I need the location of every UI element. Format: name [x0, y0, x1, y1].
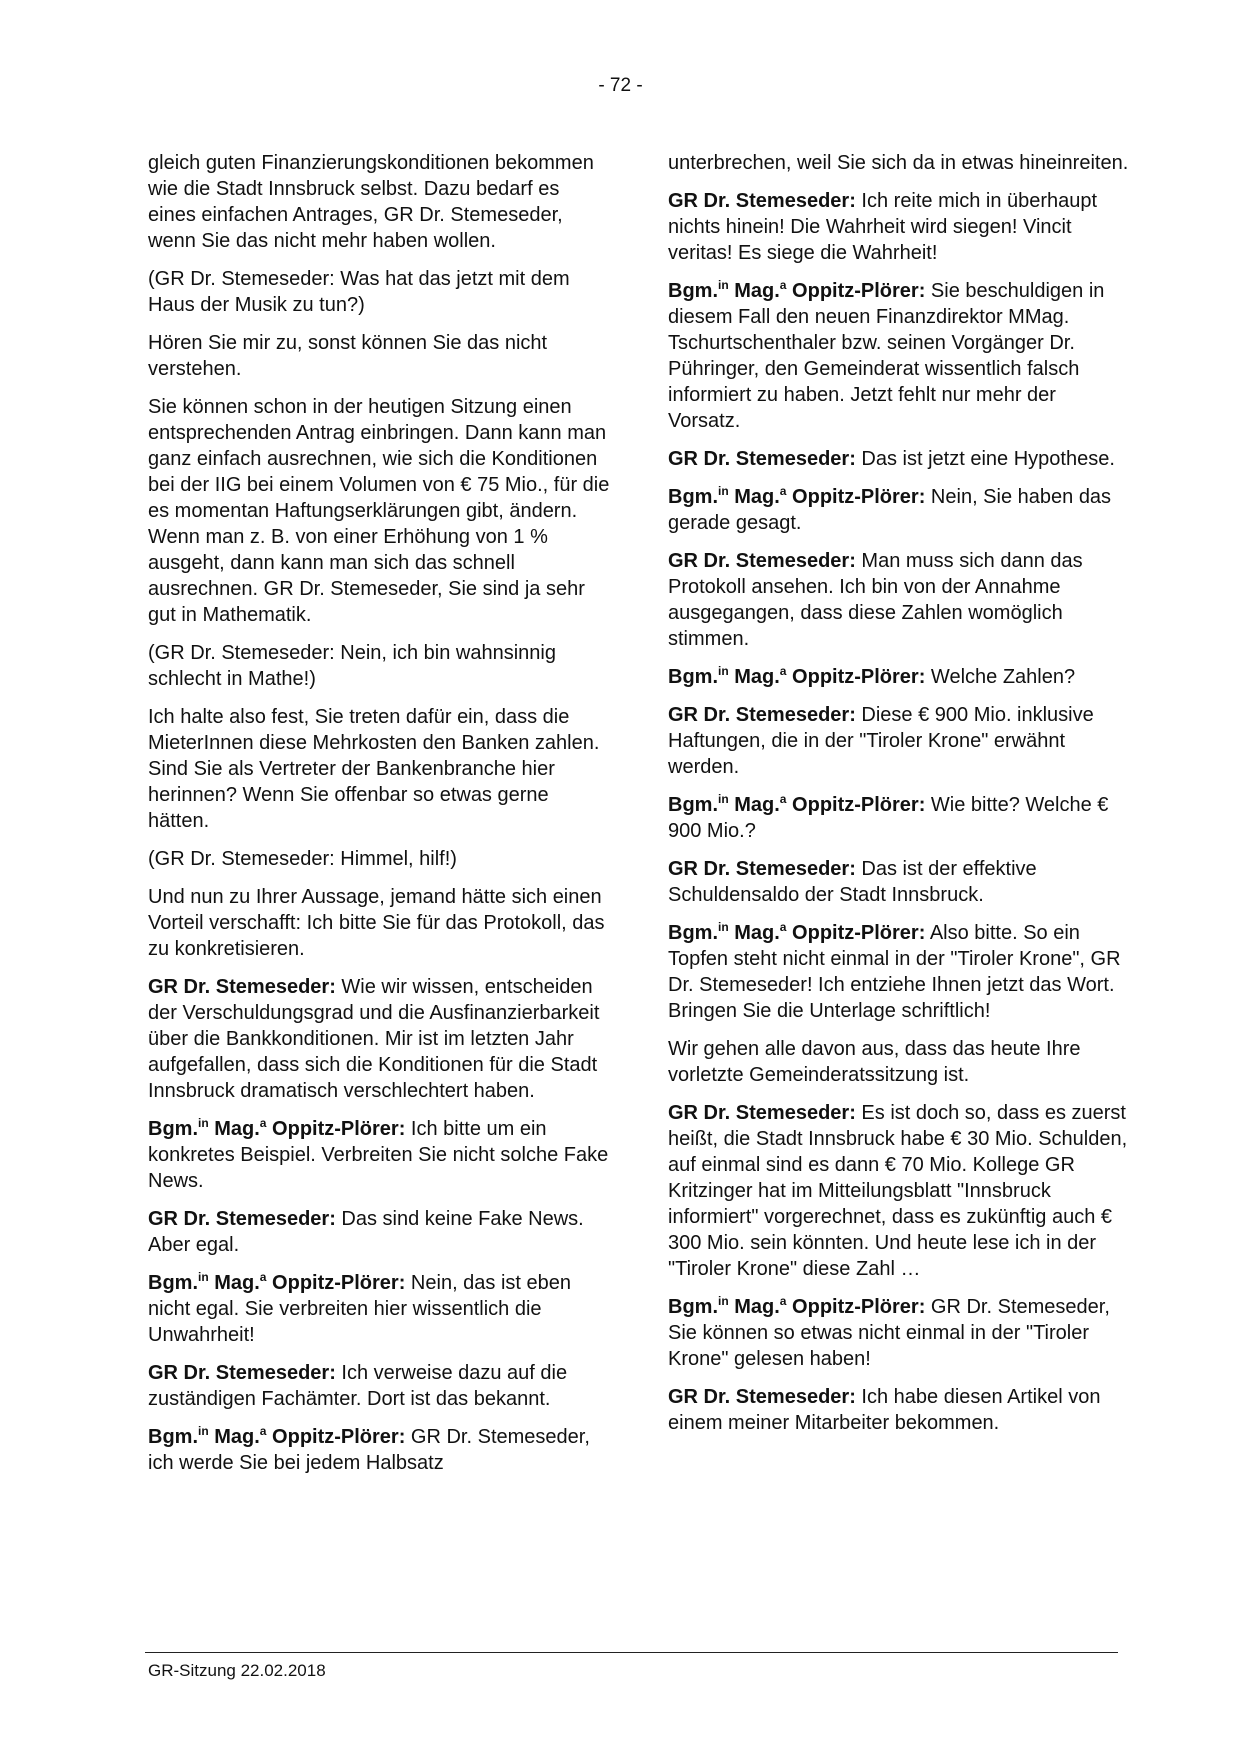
- speaker-title-part: Mag.: [208, 1426, 260, 1448]
- paragraph-text: Wie wir wissen, entscheiden der Verschuldungsgrad und die Ausfinanzierbarkeit über die Bankkonditionen. Mir ist im letzten Jahr aufgefallen, dass sich die Konditionen für die Stadt Innsbruck dramatisch verschlechtert haben.: [148, 976, 600, 1102]
- speaker-label-stemeseder: GR Dr. Stemeseder:: [668, 190, 856, 212]
- speaker-superscript: in: [718, 664, 729, 678]
- transcript-paragraph: [148, 150, 610, 254]
- paragraph-text: Das ist der effektive Schuldensaldo der Stadt Innsbruck.: [668, 858, 1037, 906]
- speaker-label-stemeseder: GR Dr. Stemeseder:: [668, 1386, 856, 1408]
- speaker-label-oppitz-ploerer: [148, 1272, 405, 1294]
- transcript-paragraph: [668, 1036, 1130, 1088]
- speaker-title-part: Bgm.: [148, 1118, 198, 1140]
- speaker-superscript: in: [718, 920, 729, 934]
- paragraph-text: gleich guten Finanzierungskonditionen bekommen wie die Stadt Innsbruck selbst. Dazu bedarf es eines einfachen Antrages, GR Dr. Stemeseder, wenn Sie das nicht mehr haben wollen.: [148, 152, 594, 252]
- speaker-label-stemeseder: GR Dr. Stemeseder:: [668, 550, 856, 572]
- speaker-superscript: a: [259, 1270, 267, 1284]
- transcript-paragraph: [668, 548, 1130, 652]
- speaker-superscript: a: [779, 664, 787, 678]
- paragraph-text: Man muss sich dann das Protokoll ansehen. Ich bin von der Annahme ausgegangen, dass diese Zahlen womöglich stimmen.: [668, 550, 1083, 650]
- paragraph-text: Diese € 900 Mio. inklusive Haftungen, die in der "Tiroler Krone" erwähnt werden.: [668, 704, 1094, 778]
- speaker-title-part: Bgm.: [668, 666, 718, 688]
- paragraph-text: Sie können schon in der heutigen Sitzung einen entsprechenden Antrag einbringen. Dann kann man ganz einfach ausrechnen, wie sich die Konditionen bei der IIG bei einem Volumen von € 75 Mio., für die es momentan Haftungserklärungen gibt, ändern. Wenn man z. B. von einer Erhöhung von 1 % ausgeht, dann kann man sich das schnell ausrechnen. GR Dr. Stemeseder, Sie sind ja sehr gut in Mathematik.: [148, 396, 610, 626]
- speaker-label-stemeseder: GR Dr. Stemeseder:: [148, 976, 336, 998]
- transcript-paragraph: [148, 704, 610, 834]
- speaker-superscript: a: [259, 1116, 267, 1130]
- speaker-name-part: Oppitz-Plörer:: [786, 486, 926, 508]
- speaker-title-part: Bgm.: [668, 486, 718, 508]
- speaker-label-stemeseder: GR Dr. Stemeseder:: [148, 1362, 336, 1384]
- paragraph-text: Ich bitte um ein konkretes Beispiel. Verbreiten Sie nicht solche Fake News.: [148, 1118, 609, 1192]
- paragraph-text: Und nun zu Ihrer Aussage, jemand hätte sich einen Vorteil verschafft: Ich bitte Sie für das Protokoll, das zu konkretisieren.: [148, 886, 605, 960]
- speaker-label-stemeseder: GR Dr. Stemeseder:: [668, 1102, 856, 1124]
- paragraph-text: Das ist jetzt eine Hypothese.: [855, 448, 1115, 470]
- speaker-superscript: in: [198, 1116, 209, 1130]
- speaker-name-part: Oppitz-Plörer:: [786, 922, 926, 944]
- transcript-paragraph: [668, 664, 1130, 690]
- speaker-name-part: Oppitz-Plörer:: [786, 1296, 926, 1318]
- transcript-paragraph: [668, 188, 1130, 266]
- speaker-superscript: in: [718, 484, 729, 498]
- speaker-label-oppitz-ploerer: [668, 794, 925, 816]
- speaker-title-part: Bgm.: [668, 280, 718, 302]
- speaker-name-part: Oppitz-Plörer:: [266, 1426, 406, 1448]
- transcript-paragraph: [668, 920, 1130, 1024]
- paragraph-text: (GR Dr. Stemeseder: Was hat das jetzt mit dem Haus der Musik zu tun?): [148, 268, 570, 316]
- transcript-paragraph: [148, 330, 610, 382]
- paragraph-text: Sie beschuldigen in diesem Fall den neuen Finanzdirektor MMag. Tschurtschenthaler bzw. seinen Vorgänger Dr. Pühringer, den Gemeinderat wissentlich falsch informiert zu haben. Jetzt fehlt nur mehr der Vorsatz.: [668, 280, 1105, 432]
- speaker-label-oppitz-ploerer: [668, 486, 925, 508]
- paragraph-text: Welche Zahlen?: [925, 666, 1076, 688]
- transcript-paragraph: [668, 856, 1130, 908]
- speaker-title-part: Mag.: [728, 1296, 780, 1318]
- paragraph-text: Ich reite mich in überhaupt nichts hinein! Die Wahrheit wird siegen! Vincit veritas! Es siege die Wahrheit!: [668, 190, 1098, 264]
- transcript-paragraph: [668, 484, 1130, 536]
- paragraph-text: Nein, Sie haben das gerade gesagt.: [668, 486, 1112, 534]
- transcript-paragraph: [148, 394, 610, 628]
- transcript-paragraph: [148, 266, 610, 318]
- speaker-superscript: a: [779, 484, 787, 498]
- speaker-title-part: Bgm.: [668, 922, 718, 944]
- paragraph-text: unterbrechen, weil Sie sich da in etwas hineinreiten.: [668, 152, 1129, 174]
- speaker-name-part: Oppitz-Plörer:: [266, 1272, 406, 1294]
- transcript-paragraph: [148, 640, 610, 692]
- transcript-paragraph: [148, 1116, 610, 1194]
- speaker-superscript: a: [779, 278, 787, 292]
- transcript-paragraph: [148, 1360, 610, 1412]
- page-number: - 72 -: [598, 75, 643, 96]
- speaker-title-part: Bgm.: [668, 1296, 718, 1318]
- speaker-title-part: Mag.: [728, 486, 780, 508]
- transcript-paragraph: [668, 1384, 1130, 1436]
- paragraph-text: Ich verweise dazu auf die zuständigen Fachämter. Dort ist das bekannt.: [148, 1362, 568, 1410]
- left-column: [148, 150, 610, 1488]
- transcript-paragraph: [668, 792, 1130, 844]
- footer-session-date: GR-Sitzung 22.02.2018: [148, 1661, 326, 1680]
- speaker-title-part: Bgm.: [148, 1272, 198, 1294]
- speaker-label-stemeseder: GR Dr. Stemeseder:: [148, 1208, 336, 1230]
- speaker-name-part: Oppitz-Plörer:: [786, 666, 926, 688]
- paragraph-text: Das sind keine Fake News. Aber egal.: [148, 1208, 584, 1256]
- transcript-paragraph: [148, 846, 610, 872]
- paragraph-text: Wir gehen alle davon aus, dass das heute Ihre vorletzte Gemeinderatssitzung ist.: [668, 1038, 1081, 1086]
- transcript-paragraph: [668, 446, 1130, 472]
- paragraph-text: Ich halte also fest, Sie treten dafür ein, dass die MieterInnen diese Mehrkosten den Banken zahlen. Sind Sie als Vertreter der Bankenbranche hier herinnen? Wenn Sie offenbar so etwas gerne hätten.: [148, 706, 600, 832]
- speaker-name-part: Oppitz-Plörer:: [786, 794, 926, 816]
- speaker-label-oppitz-ploerer: [668, 922, 925, 944]
- speaker-superscript: in: [718, 792, 729, 806]
- right-column: [668, 150, 1130, 1448]
- paragraph-text: Wie bitte? Welche € 900 Mio.?: [668, 794, 1109, 842]
- speaker-title-part: Mag.: [208, 1272, 260, 1294]
- speaker-label-oppitz-ploerer: [668, 280, 925, 302]
- paragraph-text: Hören Sie mir zu, sonst können Sie das nicht verstehen.: [148, 332, 548, 380]
- speaker-name-part: Oppitz-Plörer:: [266, 1118, 406, 1140]
- footer-divider: [145, 1652, 1118, 1653]
- speaker-title-part: Mag.: [728, 666, 780, 688]
- speaker-label-oppitz-ploerer: [668, 1296, 925, 1318]
- transcript-paragraph: [148, 1270, 610, 1348]
- speaker-label-oppitz-ploerer: [148, 1426, 405, 1448]
- speaker-title-part: Mag.: [728, 280, 780, 302]
- transcript-paragraph: [668, 1100, 1130, 1282]
- transcript-paragraph: [148, 884, 610, 962]
- paragraph-text: GR Dr. Stemeseder, Sie können so etwas nicht einmal in der "Tiroler Krone" gelesen haben!: [668, 1296, 1110, 1370]
- speaker-label-oppitz-ploerer: [668, 666, 925, 688]
- transcript-paragraph: [668, 150, 1130, 176]
- speaker-superscript: a: [779, 1294, 787, 1308]
- speaker-label-stemeseder: GR Dr. Stemeseder:: [668, 704, 856, 726]
- transcript-paragraph: [148, 974, 610, 1104]
- speaker-title-part: Bgm.: [668, 794, 718, 816]
- speaker-title-part: Bgm.: [148, 1426, 198, 1448]
- transcript-paragraph: [668, 278, 1130, 434]
- speaker-title-part: Mag.: [728, 922, 780, 944]
- paragraph-text: (GR Dr. Stemeseder: Nein, ich bin wahnsinnig schlecht in Mathe!): [148, 642, 556, 690]
- speaker-superscript: a: [259, 1424, 267, 1438]
- speaker-title-part: Mag.: [728, 794, 780, 816]
- speaker-superscript: in: [718, 278, 729, 292]
- paragraph-text: Es ist doch so, dass es zuerst heißt, die Stadt Innsbruck habe € 30 Mio. Schulden, auf einmal sind es dann € 70 Mio. Kollege GR Kritzinger hat im Mitteilungsblatt "Innsbruck informiert" vorgerechnet, dass es zukünftig auch € 300 Mio. sein könnten. Und heute lese ich in der "Tiroler Krone" diese Zahl …: [668, 1102, 1128, 1280]
- speaker-superscript: in: [198, 1270, 209, 1284]
- speaker-superscript: a: [779, 920, 787, 934]
- paragraph-text: GR Dr. Stemeseder, ich werde Sie bei jedem Halbsatz: [148, 1426, 590, 1474]
- speaker-name-part: Oppitz-Plörer:: [786, 280, 926, 302]
- transcript-paragraph: [148, 1424, 610, 1476]
- speaker-label-oppitz-ploerer: [148, 1118, 405, 1140]
- speaker-superscript: a: [779, 792, 787, 806]
- speaker-label-stemeseder: GR Dr. Stemeseder:: [668, 858, 856, 880]
- transcript-paragraph: [668, 1294, 1130, 1372]
- transcript-paragraph: [668, 702, 1130, 780]
- speaker-superscript: in: [198, 1424, 209, 1438]
- paragraph-text: Ich habe diesen Artikel von einem meiner Mitarbeiter bekommen.: [668, 1386, 1101, 1434]
- speaker-title-part: Mag.: [208, 1118, 260, 1140]
- speaker-label-stemeseder: GR Dr. Stemeseder:: [668, 448, 856, 470]
- paragraph-text: Also bitte. So ein Topfen steht nicht einmal in der "Tiroler Krone", GR Dr. Stemeseder! Ich entziehe Ihnen jetzt das Wort. Bringen Sie die Unterlage schriftlich!: [668, 922, 1121, 1022]
- paragraph-text: (GR Dr. Stemeseder: Himmel, hilf!): [148, 848, 457, 870]
- speaker-superscript: in: [718, 1294, 729, 1308]
- transcript-paragraph: [148, 1206, 610, 1258]
- paragraph-text: Nein, das ist eben nicht egal. Sie verbreiten hier wissentlich die Unwahrheit!: [148, 1272, 572, 1346]
